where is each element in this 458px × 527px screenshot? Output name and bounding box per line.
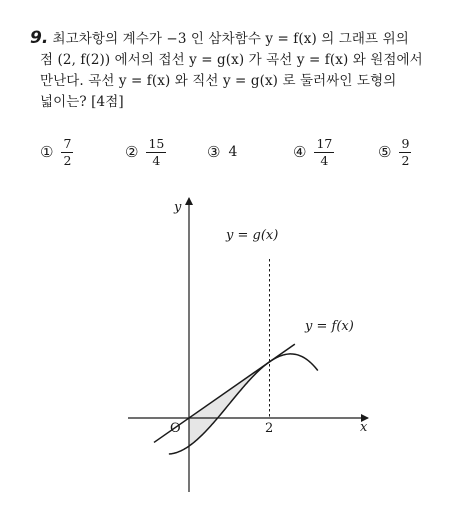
y-axis-label: y: [174, 200, 182, 215]
problem-text-line-1: 최고차항의 계수가 −3 인 삼차함수 y = f(x) 의 그래프 위의: [52, 31, 409, 47]
choice-4-denominator: 4: [320, 152, 329, 168]
choice-1-mark: ①: [40, 143, 54, 161]
choice-5-mark: ⑤: [378, 143, 392, 161]
question-number: 9.: [30, 28, 49, 48]
problem-text-line-3: 만난다. 곡선 y = f(x) 와 직선 y = g(x) 로 둘러싸인 도형의: [40, 73, 397, 89]
tick-label-2: 2: [265, 421, 274, 436]
curve-label: y = f(x): [305, 319, 354, 334]
choice-5-numerator: 9: [401, 135, 410, 151]
choice-4-mark: ④: [293, 143, 307, 161]
choice-4-numerator: 17: [316, 135, 333, 151]
choice-1-numerator: 7: [63, 135, 72, 151]
choice-2-denominator: 4: [152, 152, 161, 168]
choice-2-mark: ②: [125, 143, 139, 161]
x-axis-label: x: [360, 420, 368, 435]
choice-1-denominator: 2: [63, 152, 72, 168]
origin-label: O: [170, 421, 181, 436]
tangent-line-label: y = g(x): [226, 228, 279, 243]
choice-3-mark: ③: [207, 143, 221, 161]
choice-3-value: 4: [228, 144, 238, 160]
problem-text-line-2: 점 (2, f(2)) 에서의 접선 y = g(x) 가 곡선 y = f(x) 와 원점에서: [40, 52, 423, 68]
problem-text-line-4: 넓이는? [4점]: [40, 94, 124, 110]
choice-5-denominator: 2: [401, 152, 410, 168]
choice-2-numerator: 15: [148, 135, 165, 151]
